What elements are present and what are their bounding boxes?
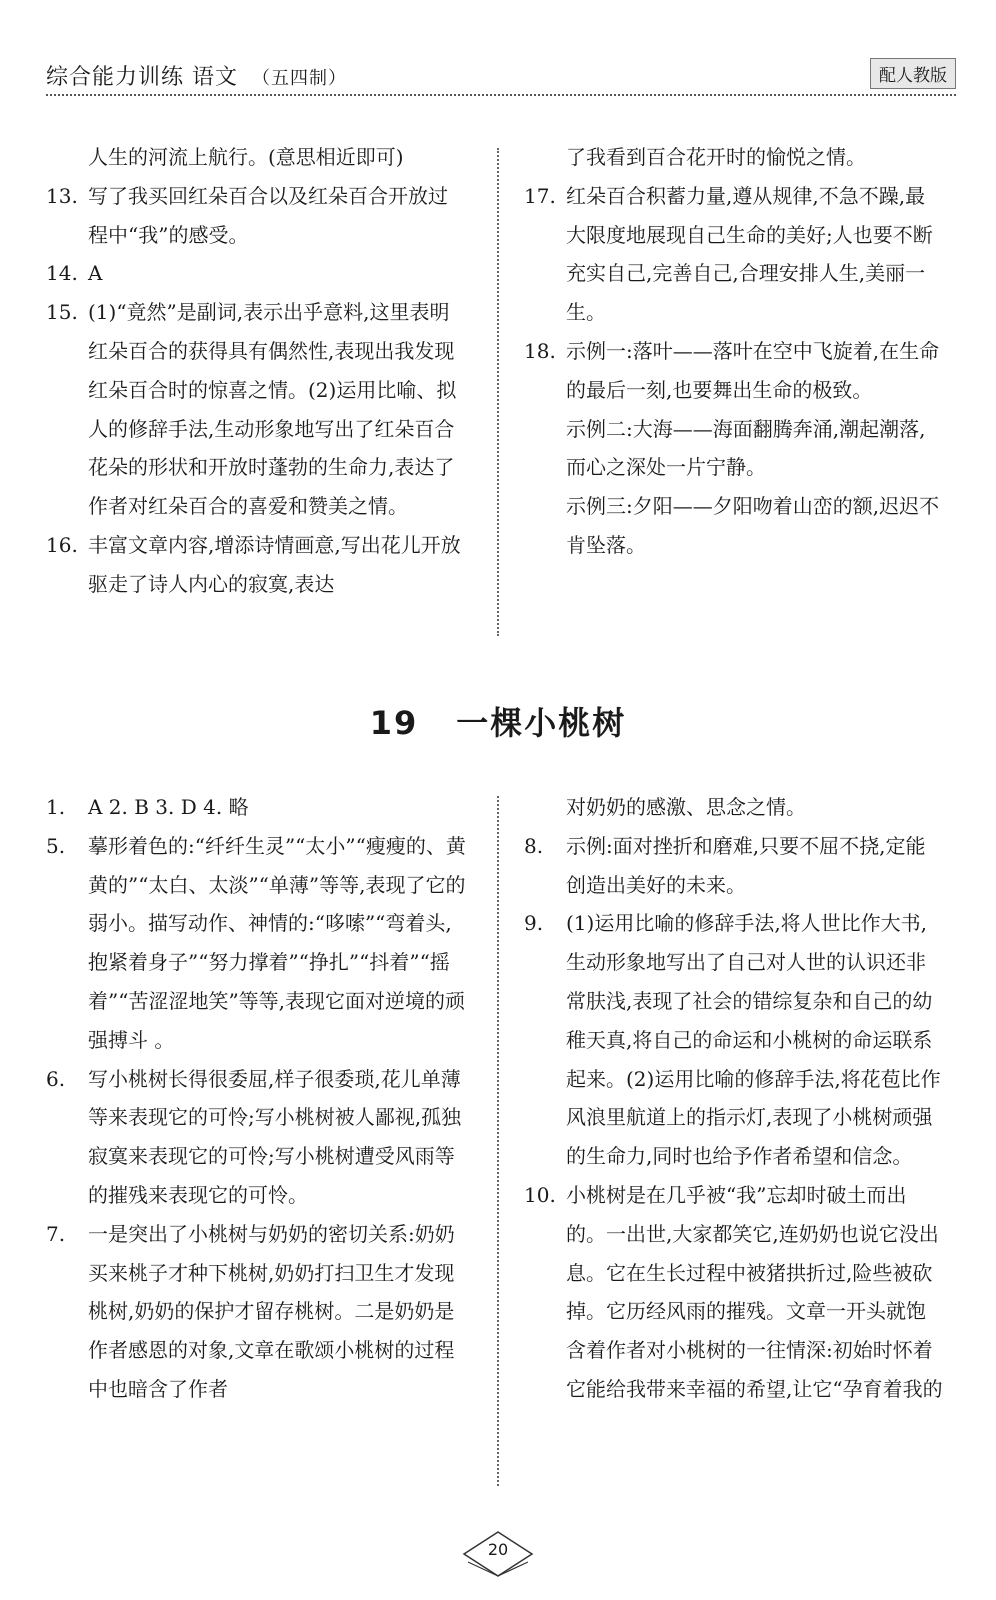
page-number: 20: [487, 1540, 509, 1559]
answer-text: 红朵百合积蓄力量,遵从规律,不急不躁,最大限度地展现自己生命的美好;人也要不断充实自己,完善自己,合理安排人生,美丽一生。: [566, 183, 933, 325]
answer-text: 示例:面对挫折和磨难,只要不屈不挠,定能创造出美好的未来。: [566, 833, 926, 897]
answer-item: [46, 138, 466, 177]
answer-text: 对奶奶的感激、思念之情。: [566, 795, 806, 819]
lower-column-divider: [497, 796, 499, 1486]
answer-text: 示例二:大海——海面翻腾奔涌,潮起潮落,而心之深处一片宁静。: [566, 416, 926, 480]
answer-number: 5.: [46, 833, 66, 858]
header-rule: [46, 94, 956, 96]
book-title: [46, 60, 347, 91]
answer-number: 16.: [46, 532, 78, 557]
answer-text: 丰富文章内容,增添诗情画意,写出花儿开放驱走了诗人内心的寂寞,表达: [88, 532, 461, 596]
answer-item: [46, 788, 466, 827]
answer-text: 写小桃树长得很委屈,样子很委琐,花儿单薄等来表现它的可怜;写小桃树被人鄙视,孤独寂寞来表现它的可怜;写小桃树遭受风雨等的摧残来表现它的可怜。: [88, 1066, 462, 1207]
answer-number: 8.: [524, 833, 544, 858]
answer-text: 一是突出了小桃树与奶奶的密切关系:奶奶买来桃子才种下桃树,奶奶打扫卫生才发现桃树,奶奶的保护才留存桃树。二是奶奶是作者感恩的对象,文章在歌颂小桃树的过程中也暗含了作者: [88, 1221, 455, 1401]
answer-text: 示例三:夕阳——夕阳吻着山峦的额,迟迟不肯坠落。: [566, 494, 940, 557]
answer-item: [524, 487, 944, 565]
answer-text: 摹形着色的:“纤纤生灵”“太小”“瘦瘦的、黄黄的”“太白、太淡”“单薄”等等,表现了它的弱小。描写动作、神情的:“哆嗦”“弯着头,抱紧着身子”“努力撑着”“挣扎”“抖着”“摇着”“苦涩涩地笑”等等,表现它面对逆境的顽强搏斗 。: [88, 833, 466, 1052]
page-header: [46, 54, 956, 98]
answer-item: [524, 138, 944, 177]
answer-text: 了我看到百合花开时的愉悦之情。: [566, 145, 866, 169]
answer-text: (1)运用比喻的修辞手法,将人世比作大书,生动形象地写出了自己对人世的认识还非常肤浅,表现了社会的错综复杂和自己的幼稚天真,将自己的命运和小桃树的命运联系起来。(2)运用比喻的修辞手法,将花苞比作风浪里航道上的指示灯,表现了小桃树顽强的生命力,同时也给予作者希望和信念。: [566, 911, 941, 1169]
answer-item: [46, 177, 466, 255]
answer-number: 10.: [524, 1182, 556, 1207]
answer-item: [46, 526, 466, 604]
answer-item: [524, 904, 944, 1176]
answer-item: [524, 788, 944, 827]
section-title: 一棵小桃树: [456, 704, 627, 742]
answer-item: [46, 293, 466, 526]
upper-left-column: [46, 138, 466, 604]
answer-text: (1)“竟然”是副词,表示出乎意料,这里表明红朵百合的获得具有偶然性,表现出我发现红朵百合时的惊喜之情。(2)运用比喻、拟人的修辞手法,生动形象地写出了红朵百合花朵的形状和开放时蓬勃的生命力,表达了作者对红朵百合的喜爱和赞美之情。: [88, 300, 457, 519]
answer-item: [46, 1215, 466, 1409]
answer-item: [46, 1060, 466, 1215]
section-number: 19: [369, 704, 419, 742]
answer-text: 人生的河流上航行。(意思相近即可): [88, 145, 404, 169]
answer-item: [524, 827, 944, 905]
answer-number: 17.: [524, 183, 556, 208]
answer-item: [46, 254, 466, 293]
answer-number: 7.: [46, 1221, 66, 1246]
answer-number: 14.: [46, 261, 78, 286]
answer-text: A 2. B 3. D 4. 略: [88, 795, 249, 819]
answer-number: 6.: [46, 1066, 66, 1091]
answer-text: A: [88, 261, 103, 286]
answer-number: 13.: [46, 183, 78, 208]
book-subtitle: （五四制）: [252, 68, 347, 89]
answer-number: 9.: [524, 911, 544, 936]
upper-right-column: [524, 138, 944, 565]
answer-item: [524, 332, 944, 410]
edition-badge: 配人教版: [870, 58, 956, 89]
lower-left-column: [46, 788, 466, 1409]
answer-text: 示例一:落叶——落叶在空中飞旋着,在生命的最后一刻,也要舞出生命的极致。: [566, 338, 940, 402]
answer-text: 小桃树是在几乎被“我”忘却时破土而出的。一出世,大家都笑它,连奶奶也说它没出息。它在生长过程中被猪拱折过,险些被砍掉。它历经风雨的摧残。文章一开头就饱含着作者对小桃树的一往情深:初始时怀着它能给我带来幸福的希望,让它“孕育着我的: [566, 1182, 943, 1401]
answer-number: 18.: [524, 338, 556, 363]
page-number-badge: [458, 1528, 538, 1578]
lower-right-column: [524, 788, 944, 1409]
upper-column-divider: [497, 148, 499, 636]
answer-item: [46, 827, 466, 1060]
answer-number: 1.: [46, 795, 66, 819]
section-heading: [0, 698, 996, 744]
answer-text: 写了我买回红朵百合以及红朵百合开放过程中“我”的感受。: [88, 183, 448, 247]
answer-number: 15.: [46, 300, 78, 325]
answer-item: [524, 1176, 944, 1409]
book-title-text: 综合能力训练 语文: [46, 65, 238, 90]
answer-item: [524, 410, 944, 488]
answer-item: [524, 177, 944, 332]
